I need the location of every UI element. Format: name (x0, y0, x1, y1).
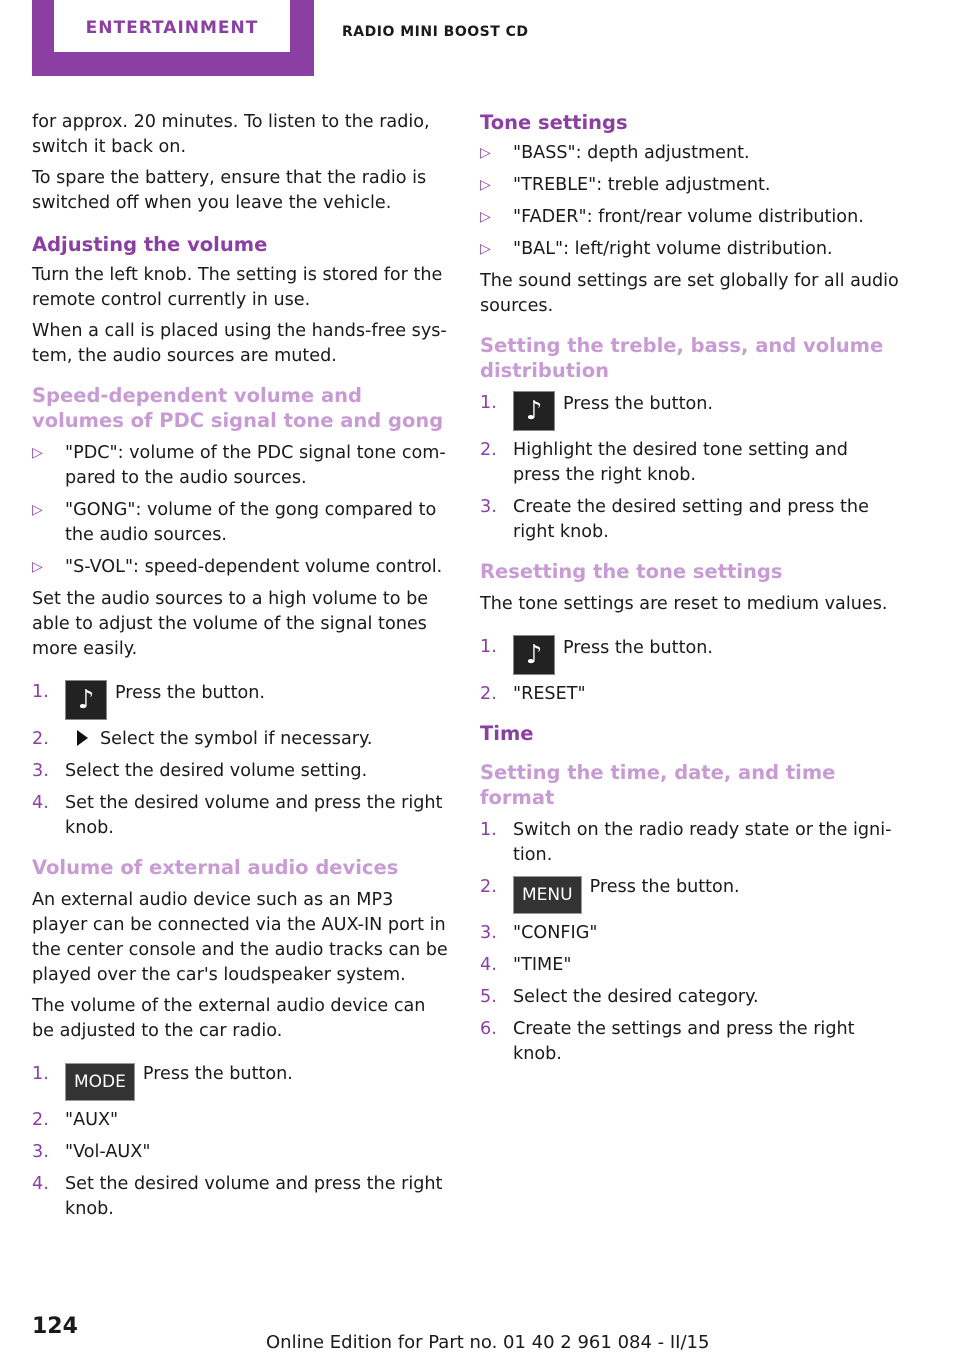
list-item: 3. "CONFIG" (480, 923, 598, 943)
paragraph: The volume of the external audio device can be adjusted to the car radio. (32, 996, 426, 1041)
steps-list (32, 680, 452, 841)
left-column (32, 110, 452, 1229)
paragraph: for approx. 20 minutes. To listen to the radio, switch it back on. (32, 112, 430, 157)
page-number: 124 (32, 1314, 78, 1339)
music-note-button-icon: ♪ (513, 635, 555, 675)
list-item: 2. Select the symbol if necessary. (32, 729, 373, 749)
paragraph: The tone settings are reset to medium values. (480, 594, 888, 614)
list-item: 4. Set the desired volume and press the right knob. (32, 1174, 443, 1219)
paragraph: The sound settings are set globally for all audio sources. (480, 271, 899, 316)
heading-speed-dependent: Speed-dependent volume and volumes of PDC signal tone and gong (32, 384, 444, 432)
heading-adjusting-volume: Adjusting the volume (32, 233, 268, 256)
list-item: 6. Create the settings and press the right knob. (480, 1019, 855, 1064)
mode-button-icon: MODE (65, 1063, 135, 1101)
paragraph: Set the audio sources to a high volume to be able to adjust the volume of the signal tones more easily. (32, 589, 429, 659)
list-item: ▷ "FADER": front/rear volume distribution. (480, 205, 900, 230)
list-item: ▷ "S-VOL": speed-dependent volume control. (32, 555, 452, 580)
heading-time: Time (480, 722, 534, 745)
play-arrow-icon (77, 730, 88, 746)
paragraph: When a call is placed using the hands-free sys‐ tem, the audio sources are muted. (32, 321, 447, 366)
paragraph: Turn the left knob. The setting is stored for the remote control currently in use. (32, 265, 443, 310)
list-item: ▷ "GONG": volume of the gong compared to the audio sources. (32, 500, 437, 545)
list-item: 1. MODE Press the button. (32, 1062, 452, 1101)
triangle-bullet-icon: ▷ (32, 502, 43, 518)
heading-set-time: Setting the time, date, and time format (480, 761, 836, 809)
triangle-bullet-icon: ▷ (32, 445, 43, 461)
triangle-bullet-icon: ▷ (480, 241, 491, 257)
triangle-bullet-icon: ▷ (32, 559, 43, 575)
list-item: 1. ♪ Press the button. (480, 391, 900, 431)
list-item: 2. Highlight the desired tone setting and press the right knob. (480, 440, 848, 485)
paragraph: An external audio device such as an MP3 player can be connected via the AUX-IN port in the center console and the audio tracks can be played over the car's loudspeaker system. (32, 890, 448, 985)
list-item: 4. Set the desired volume and press the right knob. (32, 793, 443, 838)
list-item: 2. "AUX" (32, 1110, 119, 1130)
list-item: 5. Select the desired category. (480, 987, 759, 1007)
steps-list (32, 1062, 452, 1222)
heading-external-audio: Volume of external audio devices (32, 856, 399, 879)
list-item: 1. ♪ Press the button. (32, 680, 452, 720)
list-item: 1. Switch on the radio ready state or the igni‐ tion. (480, 820, 892, 865)
list-item: 4. "TIME" (480, 955, 572, 975)
triangle-bullet-icon: ▷ (480, 177, 491, 193)
list-item: 2. "RESET" (480, 684, 586, 704)
list-item: 3. Select the desired volume setting. (32, 761, 368, 781)
bullet-list (480, 141, 900, 262)
footer-edition: Online Edition for Part no. 01 40 2 961 084 - II/15 (266, 1332, 710, 1353)
steps-list (480, 635, 900, 707)
steps-list (480, 391, 900, 545)
header-subsection-title: RADIO MINI BOOST CD (342, 24, 529, 40)
list-item: 3. Create the desired setting and press the right knob. (480, 497, 869, 542)
header-section-title: ENTERTAINMENT (54, 0, 290, 52)
list-item: ▷ "BAL": left/right volume distribution. (480, 237, 900, 262)
list-item: 1. ♪ Press the button. (480, 635, 900, 675)
list-item: 3. "Vol-AUX" (32, 1142, 151, 1162)
heading-tone-settings: Tone settings (480, 111, 628, 134)
heading-treble-bass: Setting the treble, bass, and volume distribution (480, 334, 884, 382)
list-item: ▷ "PDC": volume of the PDC signal tone com‐ pared to the audio sources. (32, 443, 446, 488)
triangle-bullet-icon: ▷ (480, 145, 491, 161)
list-item: ▷ "TREBLE": treble adjustment. (480, 173, 900, 198)
music-note-button-icon: ♪ (513, 391, 555, 431)
list-item: 2. MENU Press the button. (480, 875, 900, 914)
bullet-list (32, 441, 452, 580)
right-column (480, 110, 900, 1074)
music-note-button-icon: ♪ (65, 680, 107, 720)
menu-button-icon: MENU (513, 876, 582, 914)
list-item: ▷ "BASS": depth adjustment. (480, 141, 900, 166)
triangle-bullet-icon: ▷ (480, 209, 491, 225)
heading-resetting-tone: Resetting the tone settings (480, 560, 783, 583)
steps-list (480, 818, 900, 1067)
paragraph: To spare the battery, ensure that the radio is switched off when you leave the vehicle. (32, 168, 427, 213)
